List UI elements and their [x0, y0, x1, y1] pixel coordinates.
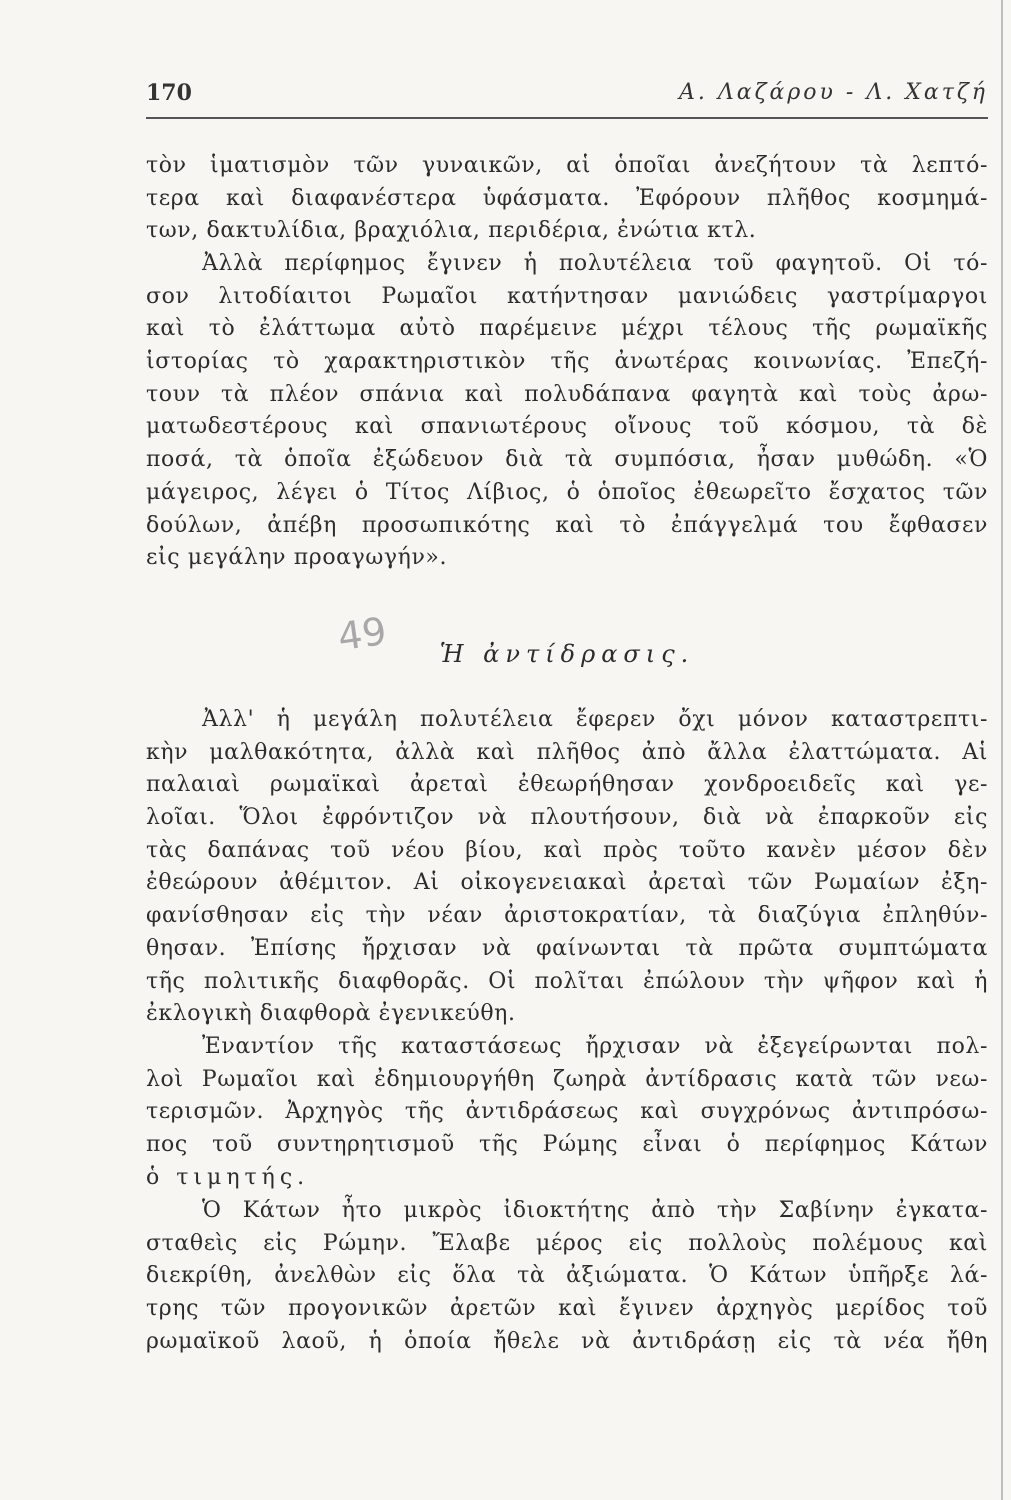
- text-line: τερα καὶ διαφανέστερα ὑφάσματα. Ἐφόρουν πλῆθος κοσμημά-: [146, 185, 988, 211]
- header-rule: [146, 117, 988, 119]
- paragraph-4: [146, 1031, 988, 1194]
- text-line: τρης τῶν προγονικῶν ἀρετῶν καὶ ἔγινεν ἀρχηγὸς μερίδος τοῦ: [146, 1296, 988, 1322]
- text-line: σον λιτοδίαιτοι Ρωμαῖοι κατήντησαν μανιώδεις γαστρίμαργοι: [146, 283, 988, 309]
- text-line: Ἀλλὰ περίφημος ἔγινεν ἡ πολυτέλεια τοῦ φαγητοῦ. Οἱ τό-: [202, 251, 988, 276]
- text-line: Ὁ Κάτων ἦτο μικρὸς ἰδιοκτήτης ἀπὸ τὴν Σαβίνην ἐγκατα-: [202, 1198, 988, 1223]
- text-line: διεκρίθη, ἀνελθὼν εἰς ὅλα τὰ ἀξιώματα. Ὁ Κάτων ὑπῆρξε λά-: [146, 1263, 988, 1289]
- text-line: παλαιαὶ ρωμαϊκαὶ ἀρεταὶ ἐθεωρήθησαν χονδροειδεῖς καὶ γε-: [146, 772, 988, 798]
- text-line: Ἀλλ' ἡ μεγάλη πολυτέλεια ἔφερεν ὄχι μόνον καταστρεπτι-: [202, 707, 988, 732]
- text-line: κὴν μαλθακότητα, ἀλλὰ καὶ πλῆθος ἀπὸ ἄλλα ἐλαττώματα. Αἱ: [146, 739, 988, 765]
- text-line: σταθεὶς εἰς Ρώμην. Ἔλαβε μέρος εἰς πολλοὺς πολέμους καὶ: [146, 1230, 988, 1256]
- pencil-margin-note: 49: [335, 608, 390, 660]
- paragraph-2: [146, 248, 988, 575]
- text-line: καὶ τὸ ἐλάττωμα αὐτὸ παρέμεινε μέχρι τέλους τῆς ρωμαϊκῆς: [146, 316, 988, 342]
- text-line: των, δακτυλίδια, βραχιόλια, περιδέρια, ἐνώτια κτλ.: [146, 218, 757, 244]
- text-line: λοὶ Ρωμαῖοι καὶ ἐδημιουργήθη ζωηρὰ ἀντίδρασις κατὰ τῶν νεω-: [146, 1066, 988, 1092]
- page-number: 170: [146, 80, 192, 106]
- text-line: τὰς δαπάνας τοῦ νέου βίου, καὶ πρὸς τοῦτο κανὲν μέσον δὲν: [146, 837, 988, 863]
- paragraph-1: [146, 150, 988, 248]
- text-line: θησαν. Ἐπίσης ἤρχισαν νὰ φαίνωνται τὰ πρῶτα συμπτώματα: [146, 935, 988, 961]
- text-line: πος τοῦ συντηρητισμοῦ τῆς Ρώμης εἶναι ὁ περίφημος Κάτων: [146, 1132, 988, 1158]
- page-edge: [1001, 0, 1003, 1500]
- section-heading: Ἡ ἀντίδρασις.: [439, 640, 695, 668]
- paragraph-3: [146, 704, 988, 1031]
- text-line: λοῖαι. Ὅλοι ἐφρόντιζον νὰ πλουτήσουν, διὰ νὰ ἐπαρκοῦν εἰς: [146, 805, 988, 831]
- text-line: μάγειρος, λέγει ὁ Τίτος Λίβιος, ὁ ὁποῖος ἐθεωρεῖτο ἔσχατος τῶν: [146, 479, 988, 505]
- text-line: τὸν ἱματισμὸν τῶν γυναικῶν, αἱ ὁποῖαι ἀνεζήτουν τὰ λεπτό-: [146, 153, 988, 178]
- text-line: ἱστορίας τὸ χαρακτηριστικὸν τῆς ἀνωτέρας κοινωνίας. Ἐπεζή-: [146, 349, 988, 375]
- text-line: ἐθεώρουν ἀθέμιτον. Αἱ οἰκογενειακαὶ ἀρεταὶ τῶν Ρωμαίων ἐξη-: [146, 870, 988, 896]
- text-line: ρωμαϊκοῦ λαοῦ, ἡ ὁποία ἤθελε νὰ ἀντιδράσῃ εἰς τὰ νέα ἤθη: [146, 1328, 988, 1354]
- text-line: τερισμῶν. Ἀρχηγὸς τῆς ἀντιδράσεως καὶ συγχρόνως ἀντιπρόσω-: [146, 1099, 988, 1125]
- text-line: Ἐναντίον τῆς καταστάσεως ἤρχισαν νὰ ἐξεγείρωνται πολ-: [202, 1034, 988, 1059]
- text-line: ποσά, τὰ ὁποῖα ἐξώδευον διὰ τὰ συμπόσια, ἦσαν μυθώδη. «Ὁ: [146, 447, 988, 473]
- text-line: ὁ τιμητής.: [146, 1164, 310, 1190]
- text-line: δούλων, ἀπέβη προσωπικότης καὶ τὸ ἐπάγγελμά του ἔφθασεν: [146, 512, 988, 538]
- text-line: φανίσθησαν εἰς τὴν νέαν ἀριστοκρατίαν, τὰ διαζύγια ἐπληθύν-: [146, 903, 988, 929]
- text-line: εἰς μεγάλην προαγωγήν».: [146, 545, 448, 571]
- page-header: [146, 80, 988, 116]
- text-line: τῆς πολιτικῆς διαφθορᾶς. Οἱ πολῖται ἐπώλουν τὴν ψῆφον καὶ ἡ: [146, 968, 988, 994]
- text-line: ἐκλογικὴ διαφθορὰ ἐγενικεύθη.: [146, 1001, 516, 1027]
- text-line: ματωδεστέρους καὶ σπανιωτέρους οἴνους τοῦ κόσμου, τὰ δὲ: [146, 414, 988, 440]
- running-head: Α. Λαζάρου - Λ. Χατζή: [678, 80, 988, 105]
- paragraph-5: [146, 1195, 988, 1358]
- text-line: τουν τὰ πλέον σπάνια καὶ πολυδάπανα φαγητὰ καὶ τοὺς ἀρω-: [146, 381, 988, 407]
